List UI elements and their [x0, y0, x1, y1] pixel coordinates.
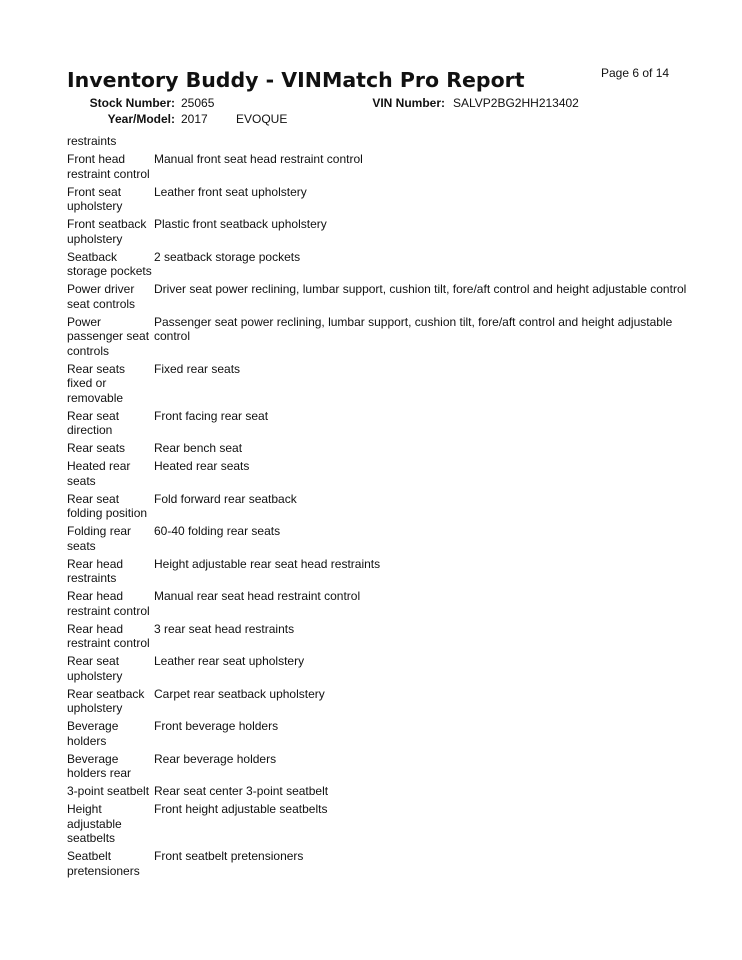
year-model-label: Year/Model: — [107, 112, 175, 126]
spec-label: Rear seat folding position — [67, 491, 148, 521]
spec-label: Rear seats fixed or removable — [67, 361, 126, 405]
spec-row — [67, 215, 687, 248]
spec-value: Front height adjustable seatbelts — [154, 802, 328, 817]
spec-row — [67, 183, 687, 216]
spec-value: Driver seat power reclining, lumbar support, cushion tilt, fore/aft control and height adjustable control — [154, 282, 687, 297]
spec-row — [67, 847, 687, 880]
spec-label: Rear seatback upholstery — [67, 686, 145, 716]
spec-row — [67, 652, 687, 685]
spec-row — [67, 457, 687, 490]
spec-label: restraints — [67, 134, 117, 149]
spec-label: Rear head restraint control — [67, 589, 150, 618]
spec-label: Rear seat upholstery — [67, 654, 123, 683]
spec-label: Power driver seat controls — [67, 282, 136, 311]
spec-label: 3-point seatbelt — [67, 784, 150, 799]
spec-row — [67, 555, 687, 588]
spec-row — [67, 248, 687, 281]
spec-value: 60-40 folding rear seats — [154, 524, 281, 539]
spec-row — [67, 717, 687, 750]
spec-label: Front head restraint control — [67, 152, 150, 181]
spec-row — [67, 280, 687, 313]
spec-value: Height adjustable rear seat head restraints — [154, 556, 381, 571]
spec-row — [67, 132, 687, 150]
spec-value: Front facing rear seat — [154, 408, 269, 423]
spec-value: Heated rear seats — [154, 459, 250, 474]
spec-label: Beverage holders rear — [67, 751, 132, 781]
spec-value: Front seatbelt pretensioners — [154, 849, 304, 864]
report-title: Inventory Buddy - VINMatch Pro Report — [67, 68, 525, 92]
spec-value: Manual rear seat head restraint control — [154, 589, 361, 604]
model-value: EVOQUE — [236, 112, 288, 126]
spec-row — [67, 750, 687, 783]
spec-label: Rear seat direction — [67, 408, 120, 438]
stock-number-label: Stock Number: — [89, 96, 175, 110]
spec-value: 3 rear seat head restraints — [154, 621, 295, 636]
spec-label: Rear head restraint control — [67, 621, 150, 651]
spec-label: Power passenger seat controls — [67, 314, 150, 358]
spec-label: Height adjustable seatbelts — [67, 802, 122, 846]
spec-value: Leather front seat upholstery — [154, 184, 307, 199]
spec-value: Plastic front seatback upholstery — [154, 217, 327, 232]
spec-value: Rear seat center 3-point seatbelt — [154, 784, 329, 799]
spec-row — [67, 587, 687, 620]
spec-value: Fold forward rear seatback — [154, 491, 297, 506]
spec-row — [67, 406, 687, 439]
spec-value — [154, 134, 687, 148]
spec-value: Leather rear seat upholstery — [154, 654, 305, 669]
spec-value: Fixed rear seats — [154, 361, 241, 376]
spec-row — [67, 522, 687, 555]
spec-row — [67, 360, 687, 407]
spec-row — [67, 800, 687, 847]
vin-number-value: SALVP2BG2HH213402 — [453, 96, 579, 110]
spec-row — [67, 490, 687, 523]
spec-row — [67, 620, 687, 653]
spec-row — [67, 439, 687, 457]
spec-value: Rear beverage holders — [154, 751, 277, 766]
spec-label: Rear head restraints — [67, 556, 124, 586]
spec-label: Beverage holders — [67, 719, 119, 748]
year-value: 2017 — [181, 112, 208, 126]
spec-list — [67, 132, 687, 880]
spec-row — [67, 782, 687, 800]
spec-label: Front seatback upholstery — [67, 217, 147, 246]
spec-label: Seatbelt pretensioners — [67, 849, 140, 878]
spec-row — [67, 685, 687, 718]
spec-row — [67, 150, 687, 183]
vin-number-label: VIN Number: — [372, 96, 445, 110]
spec-label: Rear seats — [67, 441, 126, 456]
page-number: Page 6 of 14 — [601, 66, 670, 80]
spec-label: Folding rear seats — [67, 524, 132, 553]
spec-value: Rear bench seat — [154, 441, 243, 456]
spec-value: Carpet rear seatback upholstery — [154, 686, 325, 701]
spec-value: Front beverage holders — [154, 719, 279, 734]
spec-value: 2 seatback storage pockets — [154, 249, 301, 264]
spec-label: Seatback storage pockets — [67, 249, 152, 279]
spec-value: Manual front seat head restraint control — [154, 152, 363, 167]
stock-number-value: 25065 — [181, 96, 215, 110]
spec-value: Passenger seat power reclining, lumbar support, cushion tilt, fore/aft control and height adjustable control — [154, 314, 673, 344]
spec-label: Front seat upholstery — [67, 184, 123, 214]
spec-row — [67, 313, 687, 360]
spec-label: Heated rear seats — [67, 459, 131, 488]
